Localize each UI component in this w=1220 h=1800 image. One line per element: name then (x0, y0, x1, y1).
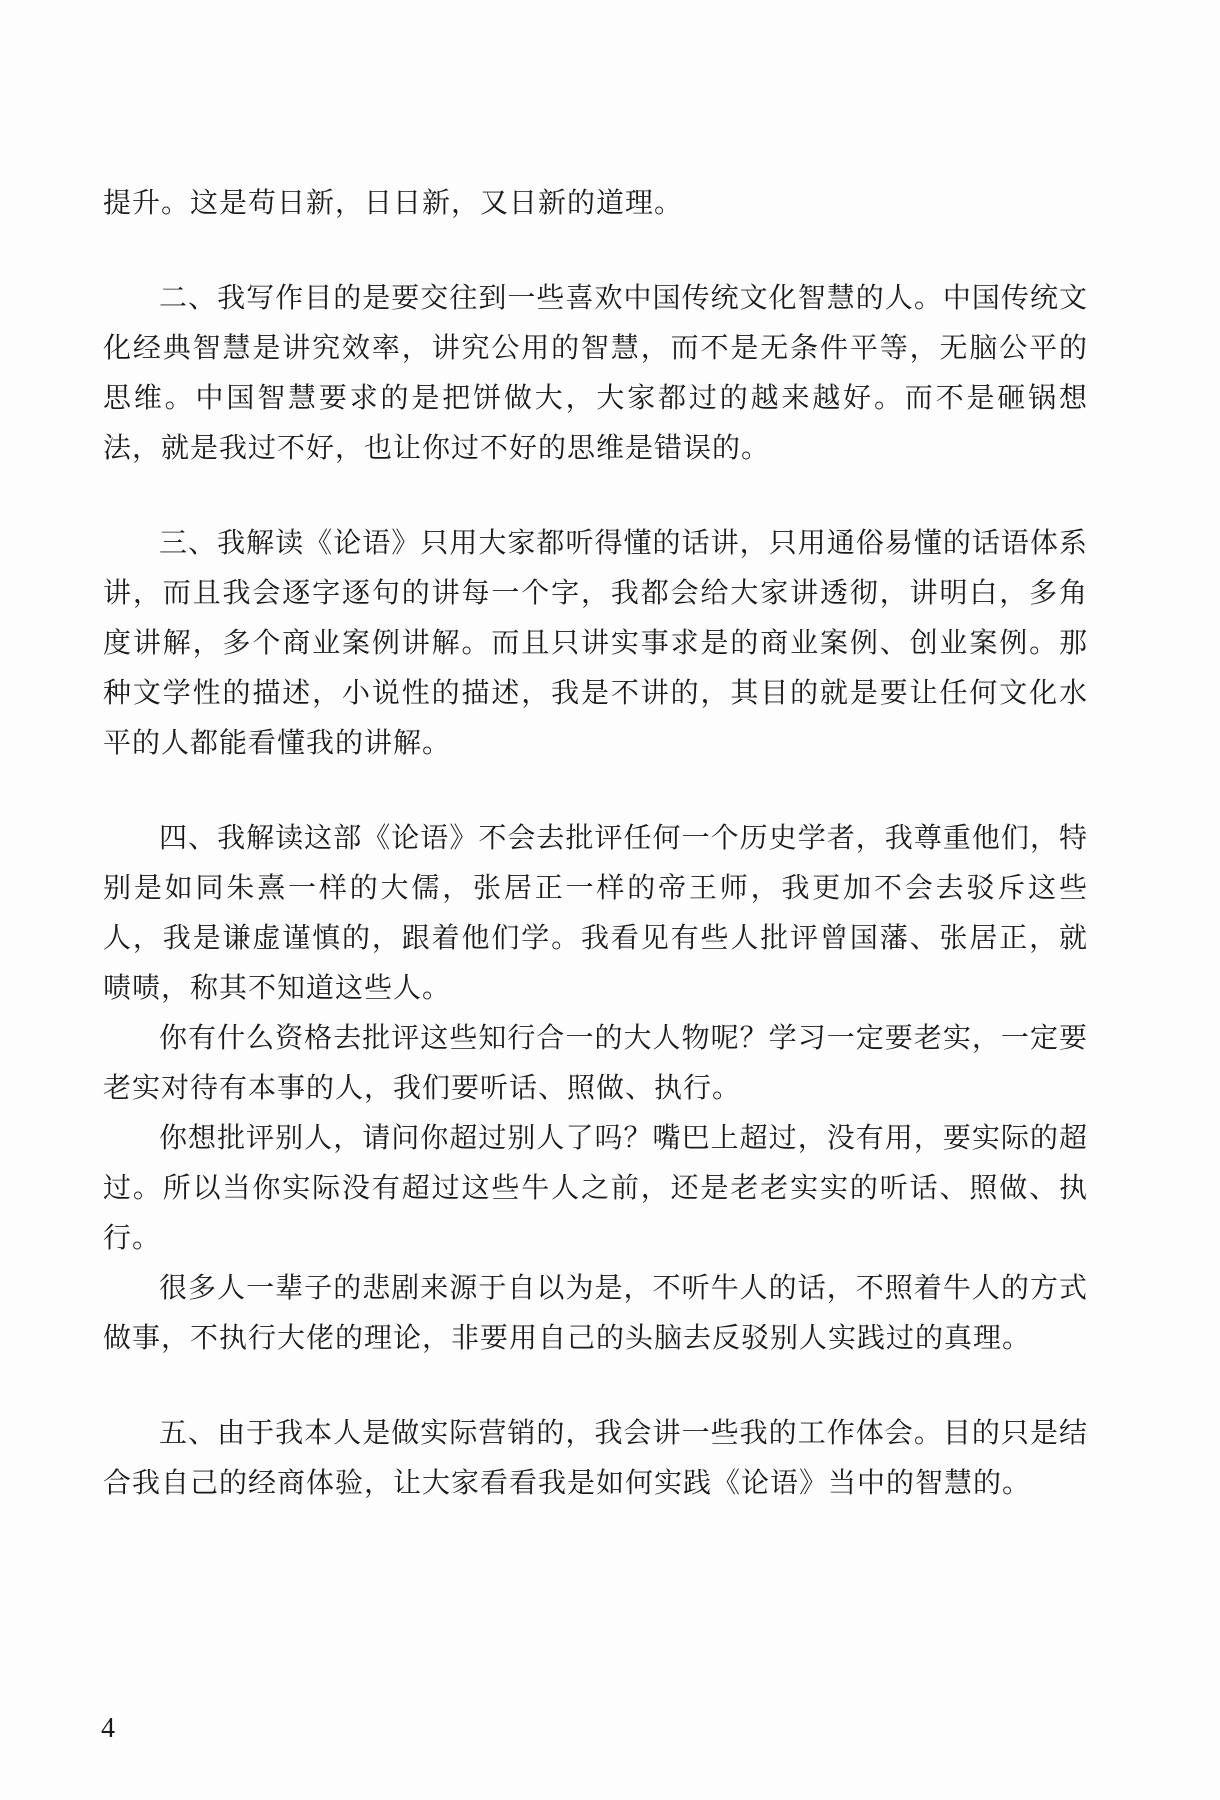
paragraph-point-four: 四、我解读这部《论语》不会去批评任何一个历史学者，我尊重他们，特别是如同朱熹一样的大儒，张居正一样的帝王师，我更加不会去驳斥这些人，我是谦虚谨慎的，跟着他们学。我看见有些人批评曾国藩、张居正，就啧啧，称其不知道这些人。 (103, 821, 1088, 1004)
page-number: 4 (101, 1713, 115, 1744)
paragraph-qualification: 你有什么资格去批评这些知行合一的大人物呢？学习一定要老实，一定要老实对待有本事的人，我们要听话、照做、执行。 (103, 1021, 1088, 1104)
paragraph-point-three: 三、我解读《论语》只用大家都听得懂的话讲，只用通俗易懂的话语体系讲，而且我会逐字逐句的讲每一个字，我都会给大家讲透彻，讲明白，多角度讲解，多个商业案例讲解。而且只讲实事求是的商业案例、创业案例。那种文学性的描述，小说性的描述，我是不讲的，其目的就是要让任何文化水平的人都能看懂我的讲解。 (103, 526, 1088, 759)
paragraph-point-five: 五、由于我本人是做实际营销的，我会讲一些我的工作体会。目的只是结合我自己的经商体验，让大家看看我是如何实践《论语》当中的智慧的。 (103, 1416, 1088, 1499)
paragraph-gap (103, 228, 1088, 273)
paragraph-gap (103, 1363, 1088, 1408)
paragraph-criticism: 你想批评别人，请问你超过别人了吗？嘴巴上超过，没有用，要实际的超过。所以当你实际没有超过这些牛人之前，还是老老实实的听话、照做、执行。 (103, 1121, 1088, 1254)
paragraph-gap (103, 768, 1088, 813)
paragraph-point-two: 二、我写作目的是要交往到一些喜欢中国传统文化智慧的人。中国传统文化经典智慧是讲究效率，讲究公用的智慧，而不是无条件平等，无脑公平的思维。中国智慧要求的是把饼做大，大家都过的越来越好。而不是砸锅想法，就是我过不好，也让你过不好的思维是错误的。 (103, 281, 1088, 464)
paragraph-gap (103, 473, 1088, 518)
paragraph-continuation: 提升。这是苟日新，日日新，又日新的道理。 (103, 186, 684, 219)
paragraph-tragedy: 很多人一辈子的悲剧来源于自以为是，不听牛人的话，不照着牛人的方式做事，不执行大佬的理论，非要用自己的头脑去反驳别人实践过的真理。 (103, 1271, 1088, 1354)
body-text (103, 178, 1088, 1508)
